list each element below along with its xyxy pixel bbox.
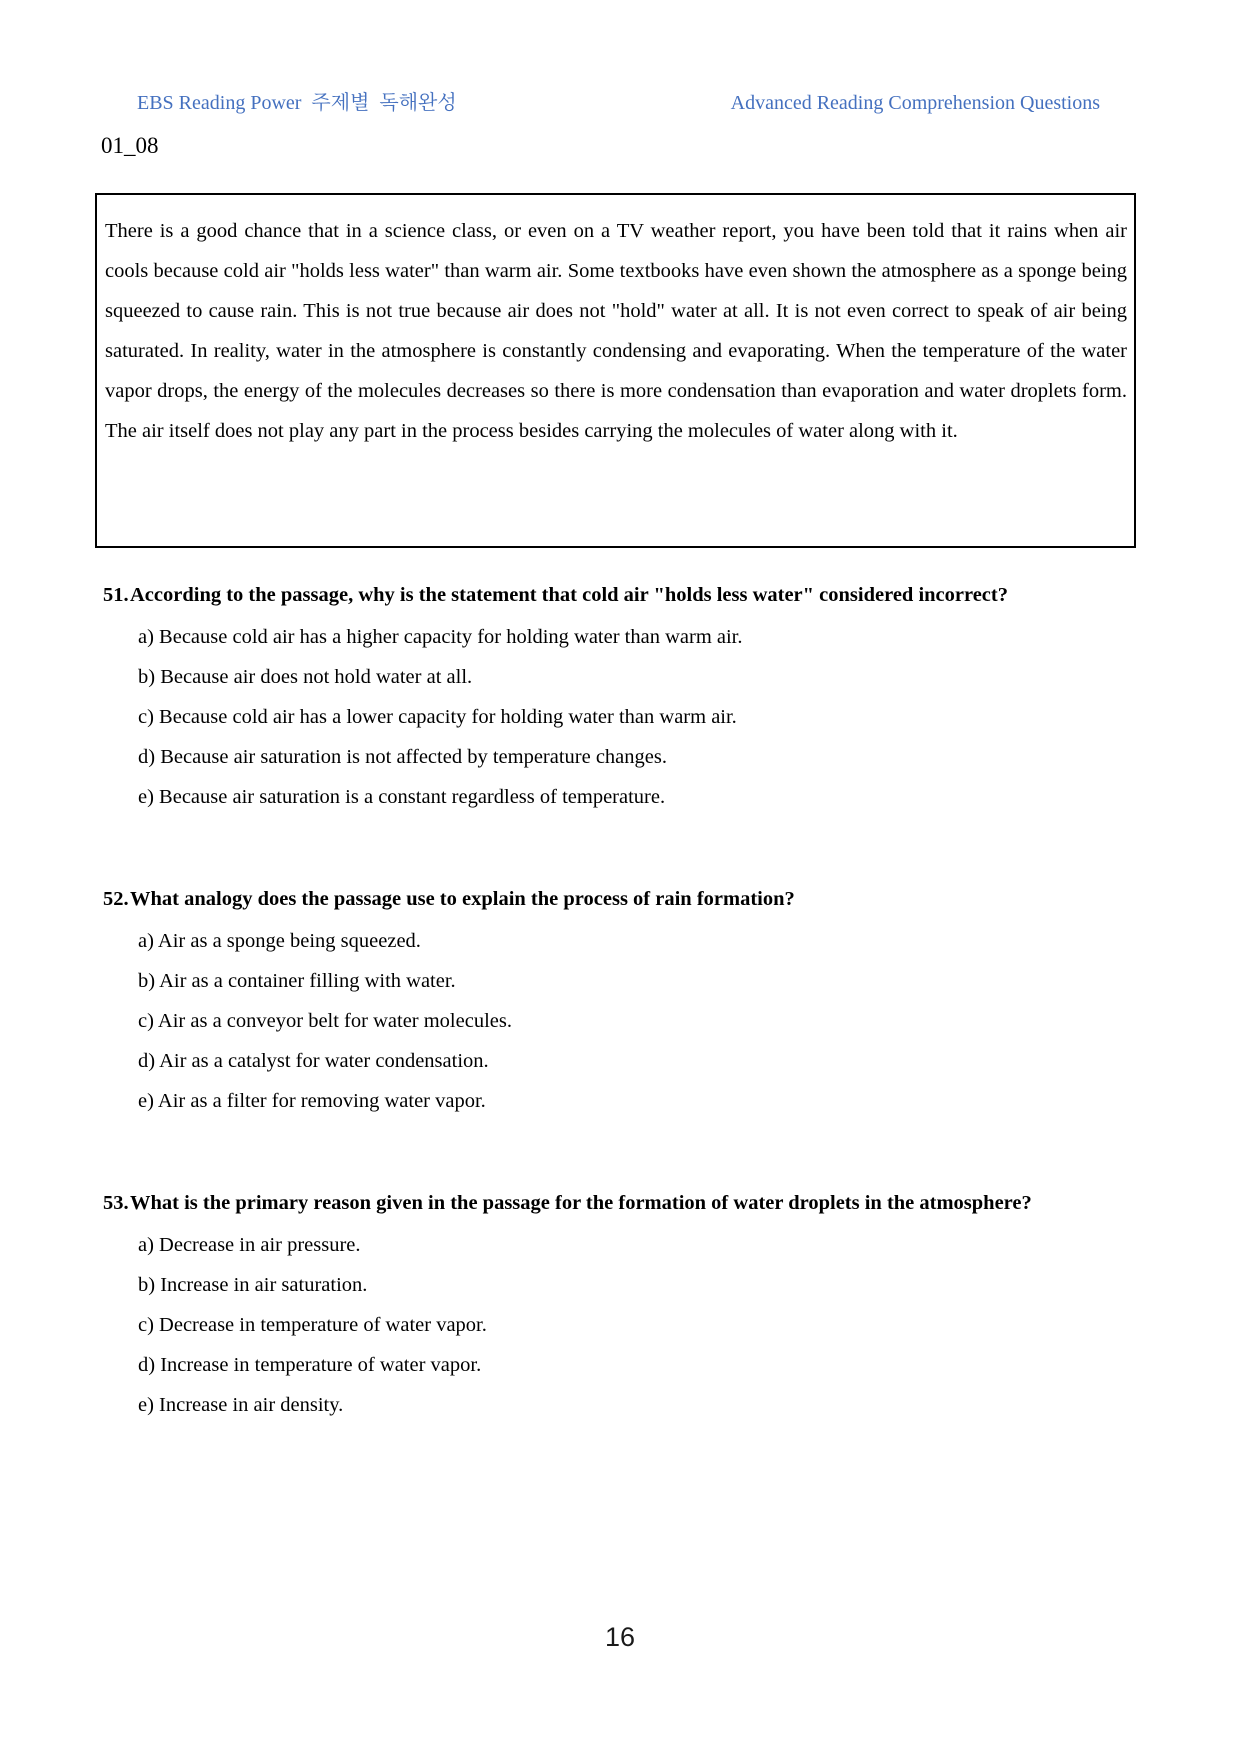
questions-section [103,575,1136,1425]
question-53-prompt: What is the primary reason given in the passage for the formation of water droplets in the atmosphere? [130,1192,1032,1214]
question-53-option-e: e) Increase in air density. [138,1394,344,1416]
question-53-head [103,1183,1136,1223]
page-header [137,92,1100,115]
question-51-option-d: d) Because air saturation is not affected by temperature changes. [138,746,667,768]
question-51 [103,575,1136,817]
question-52-options [103,921,1136,1121]
question-53-options [103,1225,1136,1425]
question-51-options [103,617,1136,817]
question-52-prompt: What analogy does the passage use to explain the process of rain formation? [130,888,795,910]
question-53-option-d: d) Increase in temperature of water vapor. [138,1354,482,1376]
question-53 [103,1183,1136,1425]
question-52-option-e: e) Air as a filter for removing water vapor. [138,1090,486,1112]
passage-box [95,193,1136,548]
question-53-number: 53. [103,1192,129,1214]
question-51-number: 51. [103,584,129,606]
question-51-option-e: e) Because air saturation is a constant regardless of temperature. [138,786,666,808]
question-52-option-b: b) Air as a container filling with water. [138,970,456,992]
question-52-option-d: d) Air as a catalyst for water condensation. [138,1050,489,1072]
section-label: 01_08 [101,133,159,158]
header-right-title: Advanced Reading Comprehension Questions [730,92,1100,114]
question-51-prompt: According to the passage, why is the statement that cold air "holds less water" considered incorrect? [130,584,1008,606]
question-51-option-c: c) Because cold air has a lower capacity for holding water than warm air. [138,706,737,728]
question-52-head [103,879,1136,919]
passage-text: There is a good chance that in a science class, or even on a TV weather report, you have been told that it rains when air cools because cold air "holds less water" than warm air. Some textbooks have even shown the atmosphere as a sponge being squeezed to cause rain. This is not true because air does not "hold" water at all. It is not even correct to speak of air being saturated. In reality, water in the atmosphere is constantly condensing and evaporating. When the temperature of the water vapor drops, the energy of the molecules decreases so there is more condensation than evaporation and water droplets form. The air itself does not play any part in the process besides carrying the molecules of water along with it. [105,220,1127,442]
question-53-option-a: a) Decrease in air pressure. [138,1234,361,1256]
question-52-option-a: a) Air as a sponge being squeezed. [138,930,421,952]
page-number: 16 [604,1622,636,1652]
page-footer [0,1622,1240,1653]
question-52-option-c: c) Air as a conveyor belt for water molecules. [138,1010,512,1032]
question-53-option-b: b) Increase in air saturation. [138,1274,368,1296]
question-53-option-c: c) Decrease in temperature of water vapor. [138,1314,487,1336]
question-52 [103,879,1136,1121]
header-left-title: EBS Reading Power 주제별 독해완성 [137,92,457,114]
question-52-number: 52. [103,888,129,910]
question-51-option-a: a) Because cold air has a higher capacity for holding water than warm air. [138,626,743,648]
question-51-head [103,575,1136,615]
question-51-option-b: b) Because air does not hold water at all. [138,666,473,688]
